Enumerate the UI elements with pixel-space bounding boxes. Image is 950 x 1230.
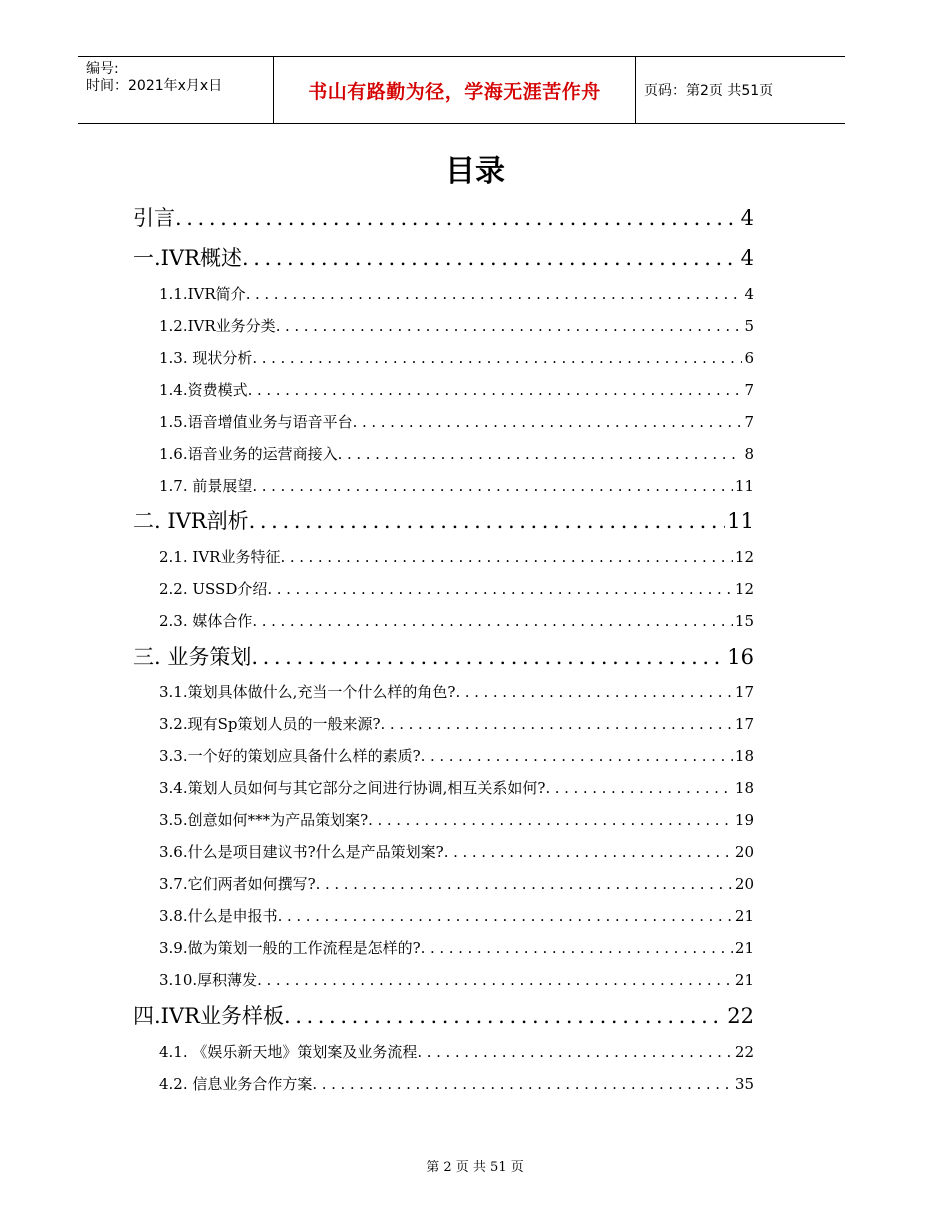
toc-entry-page-number: 12 <box>734 580 754 598</box>
toc-entry-label: 3.9.做为策划一般的工作流程是怎样的? <box>159 939 421 957</box>
header-page-info: 页码：第2页 共51页 <box>644 83 774 99</box>
page-footer: 第 2 页 共 51 页 <box>426 1160 524 1175</box>
toc-entry-page-number: 4 <box>744 285 754 303</box>
page-title: 目录 <box>445 154 505 189</box>
toc-entry-label: 二. IVR剖析 <box>133 509 249 533</box>
toc-entry-page-number: 35 <box>734 1075 754 1093</box>
toc-entry[interactable] <box>159 713 754 734</box>
toc-entry[interactable] <box>159 475 754 496</box>
toc-leader-dots <box>252 349 742 367</box>
toc-entry[interactable] <box>159 905 754 926</box>
toc-leader-dots <box>252 477 733 495</box>
toc-entry[interactable] <box>133 1000 754 1030</box>
toc-entry-label: 三. 业务策划 <box>133 645 252 669</box>
toc-entry-label: 1.5.语音增值业务与语音平台 <box>159 413 353 431</box>
toc-entry[interactable] <box>159 610 754 631</box>
toc-entry[interactable] <box>159 1073 754 1094</box>
toc-leader-dots <box>251 645 725 669</box>
toc-entry-page-number: 16 <box>727 645 754 669</box>
toc-entry[interactable] <box>159 841 754 862</box>
toc-entry-label: 2.1. IVR业务特征 <box>159 548 281 566</box>
toc-leader-dots <box>280 548 732 566</box>
toc-entry[interactable] <box>159 283 754 304</box>
document-time-label: 时间：2021年x月x日 <box>86 78 223 94</box>
toc-entry-label: 一.IVR概述 <box>133 246 242 270</box>
toc-entry-label: 4.2. 信息业务合作方案 <box>159 1075 313 1093</box>
toc-leader-dots <box>417 1043 733 1061</box>
toc-leader-dots <box>284 1004 725 1028</box>
toc-entry-page-number: 4 <box>740 206 754 230</box>
toc-entry-label: 1.1.IVR简介 <box>159 285 246 303</box>
toc-entry-page-number: 18 <box>734 779 754 797</box>
toc-leader-dots <box>353 413 743 431</box>
toc-entry[interactable] <box>159 777 754 798</box>
toc-entry-label: 1.7. 前景展望 <box>159 477 253 495</box>
toc-entry-label: 3.6.什么是项目建议书?什么是产品策划案? <box>159 843 444 861</box>
toc-entry-label: 3.2.现有Sp策划人员的一般来源? <box>159 715 381 733</box>
toc-entry[interactable] <box>133 505 754 535</box>
toc-entry[interactable] <box>133 242 754 272</box>
header-motto: 书山有路勤为径，学海无涯苦作舟 <box>274 57 636 123</box>
toc-leader-dots <box>455 683 732 701</box>
toc-leader-dots <box>421 747 733 765</box>
toc-entry[interactable] <box>159 745 754 766</box>
toc-entry-page-number: 7 <box>744 413 754 431</box>
toc-entry-label: 1.4.资费模式 <box>159 381 248 399</box>
toc-entry-page-number: 15 <box>734 612 754 630</box>
toc-entry-label: 3.8.什么是申报书 <box>159 907 278 925</box>
toc-leader-dots <box>252 612 733 630</box>
toc-entry-label: 4.1. 《娱乐新天地》策划案及业务流程 <box>159 1043 418 1061</box>
toc-leader-dots <box>421 939 733 957</box>
toc-entry-page-number: 7 <box>744 381 754 399</box>
document-number-label: 编号: <box>86 61 119 77</box>
toc-leader-dots <box>257 971 733 989</box>
toc-entry-label: 3.7.它们两者如何撰写? <box>159 875 316 893</box>
toc-entry-label: 3.1.策划具体做什么,充当一个什么样的角色? <box>159 683 456 701</box>
toc-entry[interactable] <box>159 379 754 400</box>
toc-entry-label: 2.3. 媒体合作 <box>159 612 253 630</box>
toc-entry-page-number: 6 <box>744 349 754 367</box>
toc-entry-label: 3.5.创意如何***为产品策划案? <box>159 811 369 829</box>
toc-entry[interactable] <box>159 546 754 567</box>
toc-leader-dots <box>338 445 743 463</box>
toc-leader-dots <box>381 715 733 733</box>
toc-leader-dots <box>312 1075 733 1093</box>
toc-leader-dots <box>316 875 733 893</box>
toc-entry-page-number: 18 <box>734 747 754 765</box>
toc-entry-label: 1.3. 现状分析 <box>159 349 253 367</box>
toc-leader-dots <box>248 381 743 399</box>
toc-entry[interactable] <box>159 873 754 894</box>
toc-entry-page-number: 21 <box>734 971 754 989</box>
toc-leader-dots <box>267 580 733 598</box>
toc-entry-label: 2.2. USSD介绍 <box>159 580 268 598</box>
toc-entry-page-number: 4 <box>740 246 754 270</box>
toc-entry-page-number: 5 <box>744 317 754 335</box>
toc-entry[interactable] <box>133 202 754 232</box>
toc-entry[interactable] <box>159 1041 754 1062</box>
toc-entry-label: 1.2.IVR业务分类 <box>159 317 276 335</box>
toc-leader-dots <box>249 509 726 533</box>
toc-leader-dots <box>242 246 739 270</box>
toc-entry[interactable] <box>159 578 754 599</box>
toc-leader-dots <box>545 779 732 797</box>
toc-entry-page-number: 19 <box>734 811 754 829</box>
toc-leader-dots <box>278 907 733 925</box>
toc-leader-dots <box>276 317 743 335</box>
toc-entry-page-number: 21 <box>734 939 754 957</box>
toc-entry[interactable] <box>159 411 754 432</box>
toc-entry-page-number: 22 <box>727 1004 754 1028</box>
page-header <box>78 56 845 124</box>
toc-entry-label: 3.3.一个好的策划应具备什么样的素质? <box>159 747 421 765</box>
toc-entry[interactable] <box>159 969 754 990</box>
toc-entry[interactable] <box>159 681 754 702</box>
toc-entry[interactable] <box>159 443 754 464</box>
toc-entry-page-number: 17 <box>734 683 754 701</box>
toc-entry-page-number: 11 <box>727 509 754 533</box>
toc-entry-page-number: 20 <box>734 843 754 861</box>
toc-entry[interactable] <box>133 641 754 671</box>
toc-entry-page-number: 21 <box>734 907 754 925</box>
toc-leader-dots <box>246 285 743 303</box>
toc-entry-page-number: 11 <box>734 477 754 495</box>
toc-entry[interactable] <box>159 937 754 958</box>
toc-entry-label: 3.4.策划人员如何与其它部分之间进行协调,相互关系如何? <box>159 779 546 797</box>
toc-entry-page-number: 12 <box>734 548 754 566</box>
toc-entry-label: 四.IVR业务样板 <box>133 1004 284 1028</box>
toc-leader-dots <box>368 811 733 829</box>
toc-leader-dots <box>175 206 739 230</box>
toc-entry-label: 引言 <box>133 206 175 230</box>
toc-entry-page-number: 22 <box>734 1043 754 1061</box>
toc-entry-page-number: 20 <box>734 875 754 893</box>
toc-entry-page-number: 17 <box>734 715 754 733</box>
toc-entry-label: 1.6.语音业务的运营商接入 <box>159 445 338 463</box>
toc-leader-dots <box>444 843 733 861</box>
toc-entry-page-number: 8 <box>744 445 754 463</box>
toc-entry[interactable] <box>159 315 754 336</box>
toc-entry-label: 3.10.厚积薄发 <box>159 971 258 989</box>
header-meta <box>78 57 274 123</box>
toc-entry[interactable] <box>159 809 754 830</box>
toc-entry[interactable] <box>159 347 754 368</box>
